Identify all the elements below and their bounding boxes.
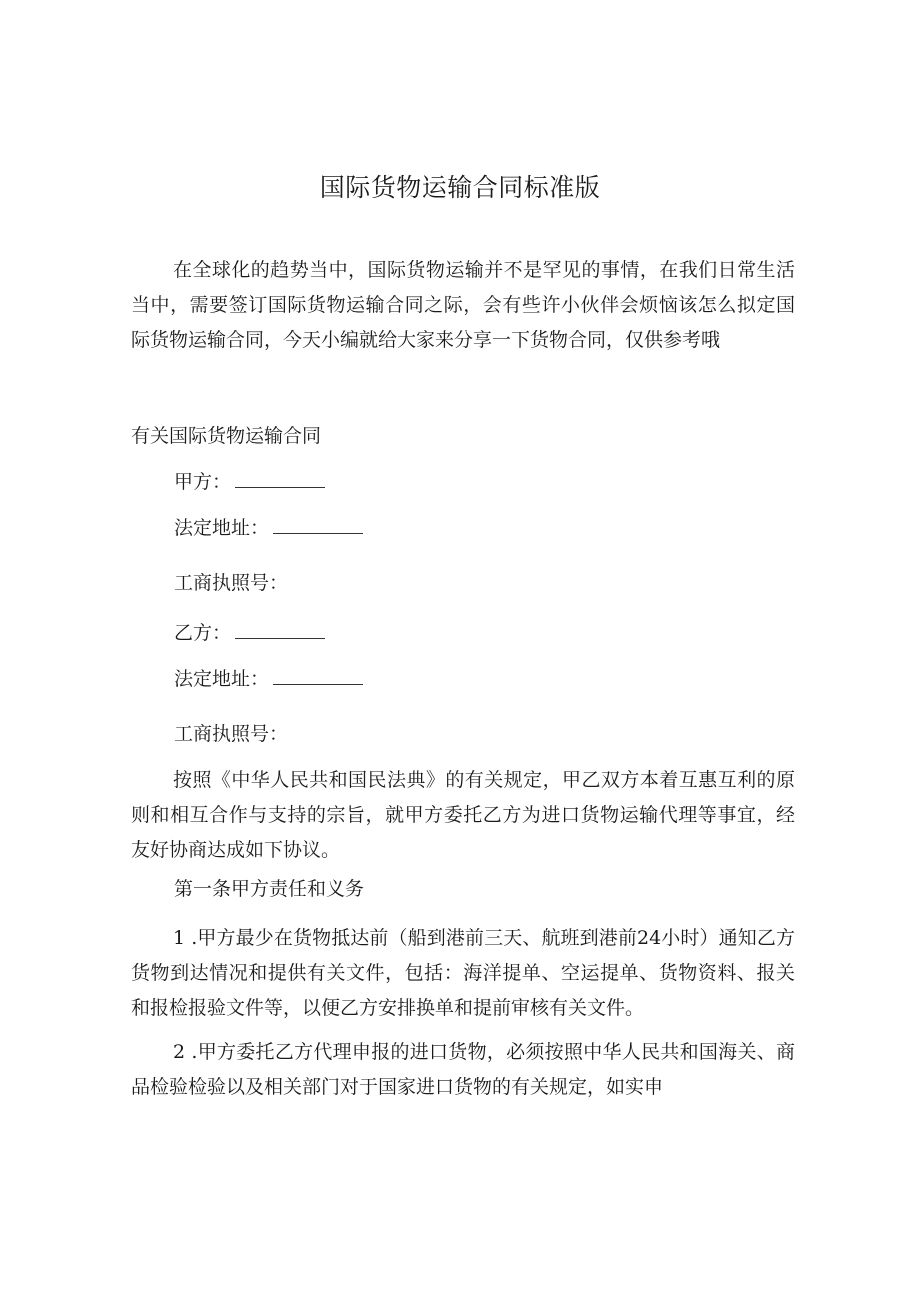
address-a-label: 法定地址： (174, 517, 270, 539)
license-a-line: 工商执照号： (174, 572, 289, 594)
intro-paragraph: 在全球化的趋势当中，国际货物运输并不是罕见的事情，在我们日常生活当中，需要签订国际货物运输合同之际，会有些许小伙伴会烦恼该怎么拟定国际货物运输合同，今天小编就给大家来分享一下货物合同，仅供参考哦 (131, 259, 795, 351)
document-title: 国际货物运输合同标准版 (319, 173, 601, 202)
party-b-label: 乙方： (174, 622, 232, 644)
party-a-blank (235, 469, 325, 488)
address-a-line (174, 513, 363, 543)
license-b-line: 工商执照号： (174, 723, 289, 745)
address-b-line (174, 664, 363, 694)
clause-1: 1 .甲方最少在货物抵达前（船到港前三天、航班到港前24小时）通知乙方货物到达情况和提供有关文件，包括：海洋提单、空运提单、货物资料、报关和报检报验文件等，以便乙方安排换单和提前审核有关文件。 (131, 927, 795, 1019)
party-b-line (174, 618, 325, 648)
article1-heading: 第一条甲方责任和义务 (174, 878, 365, 900)
address-b-label: 法定地址： (174, 668, 270, 690)
party-b-blank (235, 620, 325, 639)
clause-2: 2 .甲方委托乙方代理申报的进口货物，必须按照中华人民共和国海关、商品检验检验以及相关部门对于国家进口货物的有关规定，如实申 (131, 1041, 795, 1098)
party-a-line (174, 467, 325, 497)
preamble-paragraph: 按照《中华人民共和国民法典》的有关规定，甲乙双方本着互惠互利的原则和相互合作与支持的宗旨，就甲方委托乙方为进口货物运输代理等事宜，经友好协商达成如下协议。 (131, 769, 795, 861)
party-a-label: 甲方： (174, 471, 232, 493)
address-a-blank (273, 515, 363, 534)
address-b-blank (273, 666, 363, 685)
section-heading: 有关国际货物运输合同 (131, 425, 322, 447)
